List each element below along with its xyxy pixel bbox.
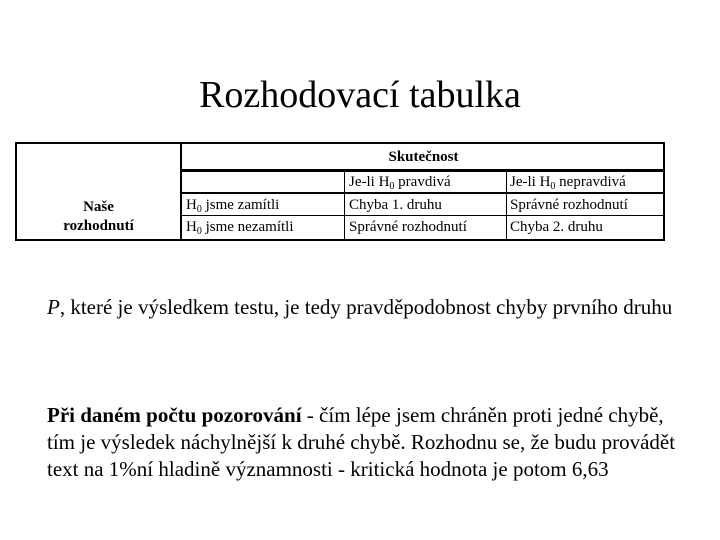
slide-title: Rozhodovací tabulka bbox=[199, 74, 521, 116]
column-h0-true bbox=[349, 171, 504, 195]
p-value-explanation bbox=[47, 294, 687, 321]
column-h0-true-subscript: 0 bbox=[389, 181, 395, 192]
observation-explanation bbox=[47, 402, 687, 483]
cell-correct-decision-2: Správné rozhodnutí bbox=[349, 219, 467, 235]
table-divider-right bbox=[506, 172, 507, 239]
column-h0-false bbox=[510, 171, 663, 195]
cell-type-ii-error: Chyba 2. druhu bbox=[510, 219, 603, 235]
row-h0-not-rejected-suffix: jsme nezamítli bbox=[201, 219, 294, 235]
column-h0-false-prefix: Je-li H bbox=[510, 174, 551, 190]
row-h0-rejected bbox=[186, 194, 342, 218]
column-h0-true-prefix: Je-li H bbox=[349, 174, 390, 190]
cell-type-i-error: Chyba 1. druhu bbox=[349, 197, 442, 213]
row-h0-not-rejected-subscript: 0 bbox=[196, 226, 202, 237]
observation-explanation-text: - čím lépe jsem chráněn proti jedné chybě, tím je výsledek náchylnější k druhé chybě. Rozhodnu se, že budu provádět text na 1%ní hladině významnosti - kritická hodnota je potom 6,63 bbox=[47, 403, 676, 481]
reality-header: Skutečnost bbox=[388, 149, 459, 165]
row-h0-rejected-subscript: 0 bbox=[196, 204, 202, 215]
column-h0-false-subscript: 0 bbox=[550, 181, 556, 192]
decision-label-line-2: rozhodnutí bbox=[63, 218, 134, 234]
row-h0-not-rejected-prefix: H bbox=[186, 219, 197, 235]
decision-label bbox=[17, 198, 180, 236]
row-h0-rejected-prefix: H bbox=[186, 197, 197, 213]
row-h0-rejected-suffix: jsme zamítli bbox=[201, 197, 280, 213]
cell-correct-decision-1: Správné rozhodnutí bbox=[510, 197, 628, 213]
table-divider-middle bbox=[344, 172, 345, 239]
row-h0-not-rejected bbox=[186, 216, 342, 240]
p-value-explanation-text: , které je výsledkem testu, je tedy pravděpodobnost chyby prvního druhu bbox=[59, 295, 673, 319]
p-symbol: P bbox=[47, 295, 60, 319]
column-h0-false-suffix: nepravdivá bbox=[555, 174, 626, 190]
decision-label-line-1: Naše bbox=[83, 199, 114, 215]
decision-table bbox=[15, 142, 665, 241]
observation-lead: Při daném počtu pozorování bbox=[47, 403, 302, 427]
column-h0-true-suffix: pravdivá bbox=[394, 174, 451, 190]
